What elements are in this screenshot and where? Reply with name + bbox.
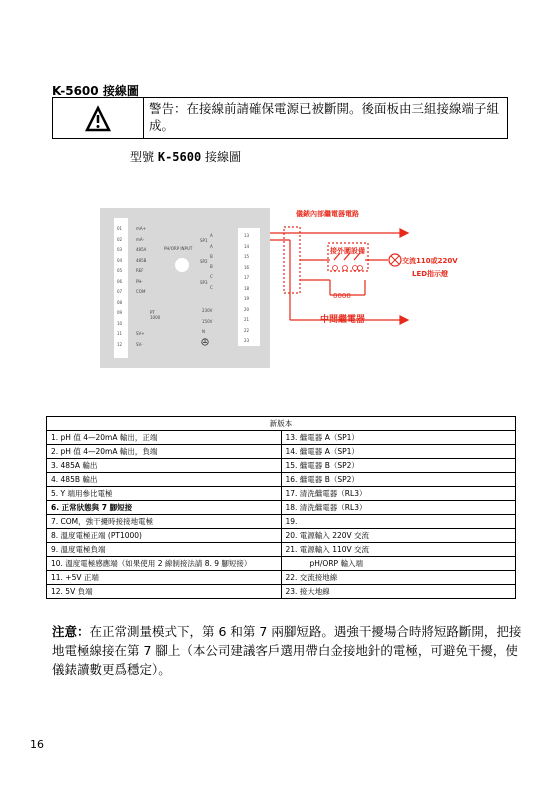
- power-label: 230V: [202, 308, 213, 313]
- pt-label: PT 1000: [150, 310, 161, 320]
- relay-label: A: [210, 233, 213, 238]
- left-pin-number: 11: [117, 331, 123, 336]
- pin-cell-right: 20. 電源輸入 220V 交流: [281, 529, 516, 543]
- right-pin-number: 19: [244, 296, 250, 301]
- pin-cell-right: 17. 清洗繼電器（RL3）: [281, 487, 516, 501]
- left-pin-number: 07: [117, 289, 123, 294]
- pin-cell-left: 5. Y 端用參比電極: [47, 487, 282, 501]
- note-paragraph: [52, 622, 522, 679]
- right-pin-number: 20: [244, 306, 250, 312]
- model-caption: [130, 148, 241, 165]
- pin-cell-left: 8. 溫度電極正端 (PT1000): [47, 529, 282, 543]
- left-pin-number: 01: [117, 226, 123, 231]
- right-pin-number: 18: [244, 285, 250, 291]
- pin-cell-left: 1. pH 值 4—20mA 輸出，正端: [47, 431, 282, 445]
- left-pin-number: 09: [117, 310, 123, 315]
- warning-box: [52, 97, 508, 139]
- table-row: [47, 557, 516, 571]
- pin-cell-left: 3. 485A 輸出: [47, 459, 282, 473]
- relay-label: SP1: [200, 238, 208, 243]
- relay-label: A: [210, 244, 213, 249]
- pin-cell-right: 13. 繼電器 A（SP1）: [281, 431, 516, 445]
- left-pin-label: PH-: [136, 278, 143, 284]
- table-row: [47, 473, 516, 487]
- left-pin-label: REF: [136, 268, 144, 273]
- ground-symbol-icon: [201, 338, 209, 346]
- led-label: LED指示燈: [412, 270, 449, 278]
- ac-voltage-label: 交流110或220V: [402, 257, 458, 265]
- pin-cell-right: 23. 接大地線: [281, 585, 516, 599]
- right-pin-number: 16: [244, 264, 250, 270]
- pin-cell-left: 9. 溫度電極負端: [47, 543, 282, 557]
- pin-table: [46, 416, 516, 599]
- right-pin-number: 21: [244, 317, 250, 322]
- left-pin-number: 05: [117, 268, 123, 273]
- relay-label: C: [210, 274, 213, 279]
- table-row: [47, 445, 516, 459]
- pin-cell-left: 12. 5V 負端: [47, 585, 282, 599]
- table-row: [47, 501, 516, 515]
- relay-label: C: [210, 285, 213, 290]
- table-row: [47, 459, 516, 473]
- note-label: 注意：: [52, 624, 90, 639]
- model-caption-prefix: 型號: [130, 150, 155, 164]
- pin-cell-right: 14. 繼電器 A（SP1）: [281, 445, 516, 459]
- table-row: [47, 487, 516, 501]
- warning-icon-cell: [53, 98, 144, 138]
- left-pin-label: 485B: [136, 257, 147, 263]
- left-pin-number: 08: [117, 299, 123, 305]
- relay-caption: 中間繼電器: [320, 315, 366, 325]
- warning-text: 警告：在接線前請確保電源已被斷開。後面板由三組接線端子組成。: [149, 101, 500, 133]
- pin-cell-right: 19.: [281, 515, 516, 529]
- left-pin-label: 485A: [136, 247, 147, 252]
- right-pin-number: 13: [244, 233, 250, 238]
- left-pin-number: 03: [117, 247, 123, 252]
- right-pin-number: 15: [244, 254, 250, 259]
- left-pin-label: mA+: [136, 226, 146, 231]
- input-label: PH/ORP INPUT: [164, 246, 193, 251]
- rear-panel: [100, 208, 270, 368]
- left-pin-number: 04: [117, 257, 123, 263]
- pin-cell-left: 6. 正常狀態與 7 腳短接: [47, 501, 282, 515]
- power-label: N: [202, 329, 205, 334]
- page-title: K-5600 接線圖: [52, 84, 139, 98]
- pin-cell-right: 21. 電源輸入 110V 交流: [281, 543, 516, 557]
- left-pin-label: mA-: [136, 236, 144, 242]
- table-row: [47, 515, 516, 529]
- pin-cell-right: 16. 繼電器 B（SP2）: [281, 473, 516, 487]
- model-number: K-5600: [157, 150, 202, 164]
- warning-triangle-icon: [53, 98, 143, 138]
- pin-cell-right: 22. 交流接地線: [281, 571, 516, 585]
- panel-knob: [175, 258, 189, 272]
- relay-label: B: [210, 254, 213, 259]
- relay-label: SP3: [200, 280, 208, 285]
- relay-label: B: [210, 264, 213, 269]
- page-number: 16: [30, 738, 44, 751]
- table-title: 新版本: [47, 417, 516, 431]
- pin-cell-left: 7. COM，強干擾時接接地電極: [47, 515, 282, 529]
- pin-cell-right: 15. 繼電器 B（SP2）: [281, 459, 516, 473]
- power-label: 150V: [202, 318, 213, 324]
- pin-cell-left: 2. pH 值 4—20mA 輸出，負端: [47, 445, 282, 459]
- pin-cell-left: 11. +5V 正端: [47, 571, 282, 585]
- pin-cell-left: 10. 溫度電極感應端（如果使用 2 線制接法請 8. 9 腳短接）: [47, 557, 282, 571]
- table-row: [47, 543, 516, 557]
- note-text: 在正常測量模式下，第 6 和第 7 兩腳短路。遇強干擾場合時將短路斷開，把接地電極線接在第 7 腳上（本公司建議客戶選用帶白金接地針的電極，可避免干擾，使儀錶讀數更爲穩定）。: [52, 624, 522, 677]
- right-pin-number: 23: [244, 338, 250, 343]
- external-device-label: 接外圍設備: [330, 247, 365, 255]
- table-title-row: [47, 417, 516, 431]
- left-pin-label: SV+: [136, 331, 145, 336]
- left-pin-number: 10: [117, 320, 123, 326]
- left-pin-label: COM: [136, 289, 146, 294]
- table-row: [47, 571, 516, 585]
- coil-code: 0000: [333, 292, 351, 300]
- table-row: [47, 529, 516, 543]
- left-pin-number: 06: [117, 278, 123, 284]
- left-pin-number: 02: [117, 236, 123, 242]
- internal-circuit-label: 儀錶內部繼電器電路: [296, 210, 359, 218]
- right-pin-number: 22: [244, 327, 250, 333]
- pin-cell-right: 18. 清洗繼電器（RL3）: [281, 501, 516, 515]
- table-row: [47, 431, 516, 445]
- pin-cell-left: 4. 485B 輸出: [47, 473, 282, 487]
- right-pin-number: 14: [244, 243, 250, 249]
- table-row: [47, 585, 516, 599]
- relay-label: SP2: [200, 259, 208, 264]
- model-caption-suffix: 接線圖: [205, 150, 242, 164]
- right-pin-number: 17: [244, 275, 250, 280]
- pin-cell-right: pH/ORP 輸入端: [281, 557, 516, 571]
- left-pin-label: SV-: [136, 341, 143, 347]
- left-pin-number: 12: [117, 341, 123, 347]
